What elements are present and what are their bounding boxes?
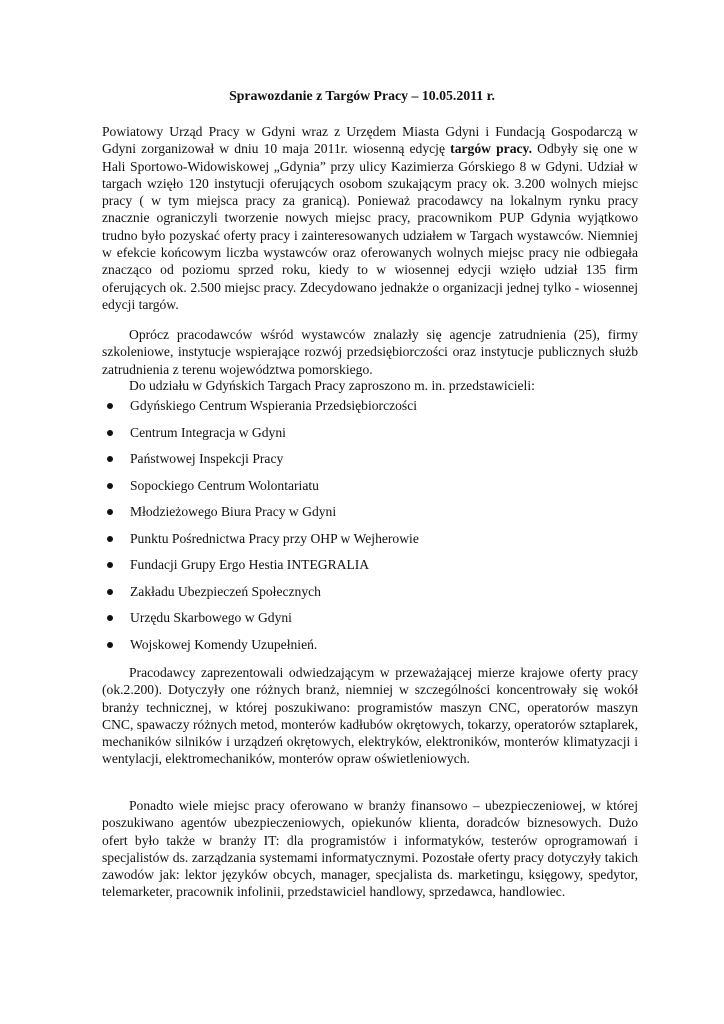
list-item: Sopockiego Centrum Wolontariatu xyxy=(102,477,638,504)
invitees-list xyxy=(102,397,638,662)
intro-bold-text: targów pracy. xyxy=(450,141,532,157)
intro-text-start: Powiatowy Urząd Pracy w Gdyni wraz z Urzędem Miasta Gdyni i Fundacją Gospodarczą w Gdyni zorganizował w dniu 10 maja 2011r. wiosenną edycję xyxy=(102,124,638,157)
list-item: Gdyńskiego Centrum Wspierania Przedsiębiorczości xyxy=(102,397,638,424)
list-item: Centrum Integracja w Gdyni xyxy=(102,424,638,451)
list-item: Wojskowej Komendy Uzupełnień. xyxy=(102,636,638,663)
paragraph-intro xyxy=(102,123,638,313)
paragraph-employers-offers: Pracodawcy zaprezentowali odwiedzającym w przeważającej mierze krajowe oferty pracy (ok.2.200). Dotyczyły one różnych branż, niemniej w szczególności koncentrowały się wokół branży technicznej, w której poszukiwano: programistów maszyn CNC, operatorów maszyn CNC, spawaczy różnych metod, monterów kadłubów okrętowych, tokarzy, operatorów sztaplarek, mechaników silników i urządzeń okrętowych, elektryków, elektroników, monterów klimatyzacji i wentylacji, elektromechaników, monterów opraw oświetleniowych. xyxy=(102,665,638,767)
intro-text-end: Odbyły się one w Hali Sportowo-Widowiskowej „Gdynia” przy ulicy Kazimierza Górskiego 8 w Gdyni. Udział w targach wzięło 120 instytucji oferujących osobom szukającym pracy ok. 3.200 wolnych miejsc pracy ( w tym miejsca pracy za granicą). Ponieważ pracodawcy na lokalnym rynku pracy znacznie ograniczyli tworzenie nowych miejsc pracy, pracownikom PUP Gdynia wyjątkowo trudno było pozyskać oferty pracy i zainteresowanych udziałem w Targach wystawców. Niemniej w efekcie końcowym liczba wystawców oraz oferowanych wolnych miejsc pracy nie odbiegała znacząco od poziomu sprzed roku, kiedy to w wiosennej edycji wzięło udział 135 firm oferujących ok. 2.500 miejsc pracy. Zdecydowano jednakże o organizacji jednej tylko - wiosennej edycji targów. xyxy=(102,141,638,312)
page-title: Sprawozdanie z Targów Pracy – 10.05.2011 r. xyxy=(229,88,495,103)
paragraph-exhibitors: Oprócz pracodawców wśród wystawców znalazły się agencje zatrudnienia (25), firmy szkoleniowe, instytucje wspierające rozwój przedsiębiorczości oraz instytucje publicznych służb zatrudnienia z terenu województwa pomorskiego. xyxy=(102,327,638,377)
list-item: Państwowej Inspekcji Pracy xyxy=(102,450,638,477)
paragraph-other-offers: Ponadto wiele miejsc pracy oferowano w branży finansowo – ubezpieczeniowej, w której poszukiwano agentów ubezpieczeniowych, opiekunów klienta, doradców biznesowych. Dużo ofert było także w branży IT: dla programistów i informatyków, testerów oprogramowań i specjalistów ds. zarządzania systemami informatycznymi. Pozostałe oferty pracy dotyczyły takich zawodów jak: lektor języków obcych, manager, specjalista ds. marketingu, księgowy, spedytor, telemarketer, pracownik infolinii, przedstawiciel handlowy, sprzedawca, handlowiec. xyxy=(102,798,638,900)
paragraph-invitation: Do udziału w Gdyńskich Targach Pracy zaproszono m. in. przedstawicieli: xyxy=(129,378,535,393)
list-item: Punktu Pośrednictwa Pracy przy OHP w Wejherowie xyxy=(102,530,638,557)
list-item: Urzędu Skarbowego w Gdyni xyxy=(102,609,638,636)
list-item: Młodzieżowego Biura Pracy w Gdyni xyxy=(102,503,638,530)
list-item: Zakładu Ubezpieczeń Społecznych xyxy=(102,583,638,610)
list-item: Fundacji Grupy Ergo Hestia INTEGRALIA xyxy=(102,556,638,583)
